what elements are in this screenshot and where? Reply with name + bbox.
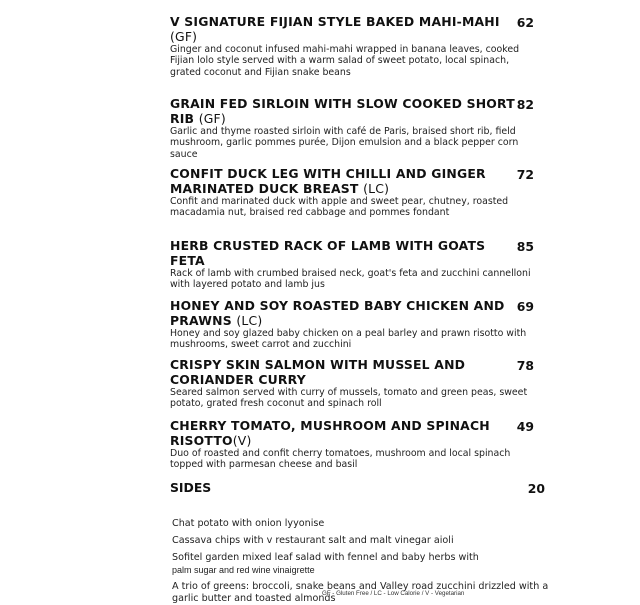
menu-item-description: Rack of lamb with crumbed braised neck, goat's feta and zucchini cannelloni with layered potato and lamb jus (170, 268, 531, 291)
menu-item-price: 49 (516, 419, 534, 434)
menu-item-title: HONEY AND SOY ROASTED BABY CHICKEN AND PRAWNS (LC) (170, 298, 505, 328)
menu-item-title: CHERRY TOMATO, MUSHROOM AND SPINACH RISOTTO(V) (170, 418, 490, 448)
side-item-line: palm sugar and red wine vinaigrette (172, 565, 315, 575)
menu-item-price: 69 (516, 299, 534, 314)
menu-item-duck (170, 166, 540, 219)
side-item (172, 552, 552, 576)
menu-item-description: Garlic and thyme roasted sirloin with café de Paris, braised short rib, field mushroom, garlic pommes purée, Dijon emulsion and a black pepper corn sauce (170, 126, 519, 160)
menu-item-title: HERB CRUSTED RACK OF LAMB WITH GOATS FETA (170, 238, 486, 268)
menu-item-risotto (170, 418, 540, 471)
dietary-tag: (LC) (363, 181, 390, 196)
side-item-line: Sofitel garden mixed leaf salad with fennel and baby herbs with (172, 552, 479, 563)
sides-heading: SIDES (170, 480, 212, 495)
side-item: Chat potato with onion lyyonise (172, 518, 325, 529)
dietary-tag: (GF) (170, 29, 198, 44)
menu-item-chicken (170, 298, 540, 351)
menu-item-description: Honey and soy glazed baby chicken on a peal barley and prawn risotto with mushrooms, sweet carrot and zucchini (170, 328, 527, 351)
menu-item-price: 72 (516, 167, 534, 182)
menu-item-price: 82 (516, 97, 534, 112)
menu-item-lamb (170, 238, 540, 291)
menu-item-description: Duo of roasted and confit cherry tomatoes, mushroom and local spinach topped with parmesan cheese and basil (170, 448, 511, 471)
menu-item-title: GRAIN FED SIRLOIN WITH SLOW COOKED SHORT RIB (GF) (170, 96, 515, 126)
menu-item-description: Confit and marinated duck with apple and sweet pear, chutney, roasted macadamia nut, braised red cabbage and pommes fondant (170, 196, 509, 219)
dietary-tag: (GF) (198, 111, 226, 126)
menu-item-mahi-mahi (170, 14, 540, 78)
dietary-legend: GF - Gluten Free / LC - Low Calorie / V - Vegetarian (322, 590, 465, 597)
menu-item-description: Seared salmon served with curry of mussels, tomato and green peas, sweet potato, grated fresh coconut and spinach roll (170, 387, 528, 410)
menu-item-salmon (170, 357, 540, 410)
dietary-tag: (LC) (236, 313, 263, 328)
menu-item-title: V SIGNATURE FIJIAN STYLE BAKED MAHI-MAHI (GF) (170, 14, 500, 44)
sides-price: 20 (527, 481, 545, 496)
dietary-tag: (V) (232, 433, 252, 448)
menu-item-description: Ginger and coconut infused mahi-mahi wrapped in banana leaves, cooked Fijian lolo style served with a warm salad of sweet potato, local spinach, grated coconut and Fijian snake beans (170, 44, 520, 78)
menu-item-price: 85 (516, 239, 534, 254)
side-item: Cassava chips with v restaurant salt and malt vinegar aioli (172, 535, 454, 546)
menu-item-title: CONFIT DUCK LEG WITH CHILLI AND GINGER MARINATED DUCK BREAST (LC) (170, 166, 486, 196)
menu-item-title: CRISPY SKIN SALMON WITH MUSSEL AND CORIANDER CURRY (170, 357, 466, 387)
side-item: A trio of greens: broccoli, snake beans and Valley road zucchini drizzled with a garlic butter and toasted almonds (172, 581, 549, 604)
menu-item-sirloin (170, 96, 540, 160)
menu-item-price: 62 (516, 15, 534, 30)
menu-item-price: 78 (516, 358, 534, 373)
